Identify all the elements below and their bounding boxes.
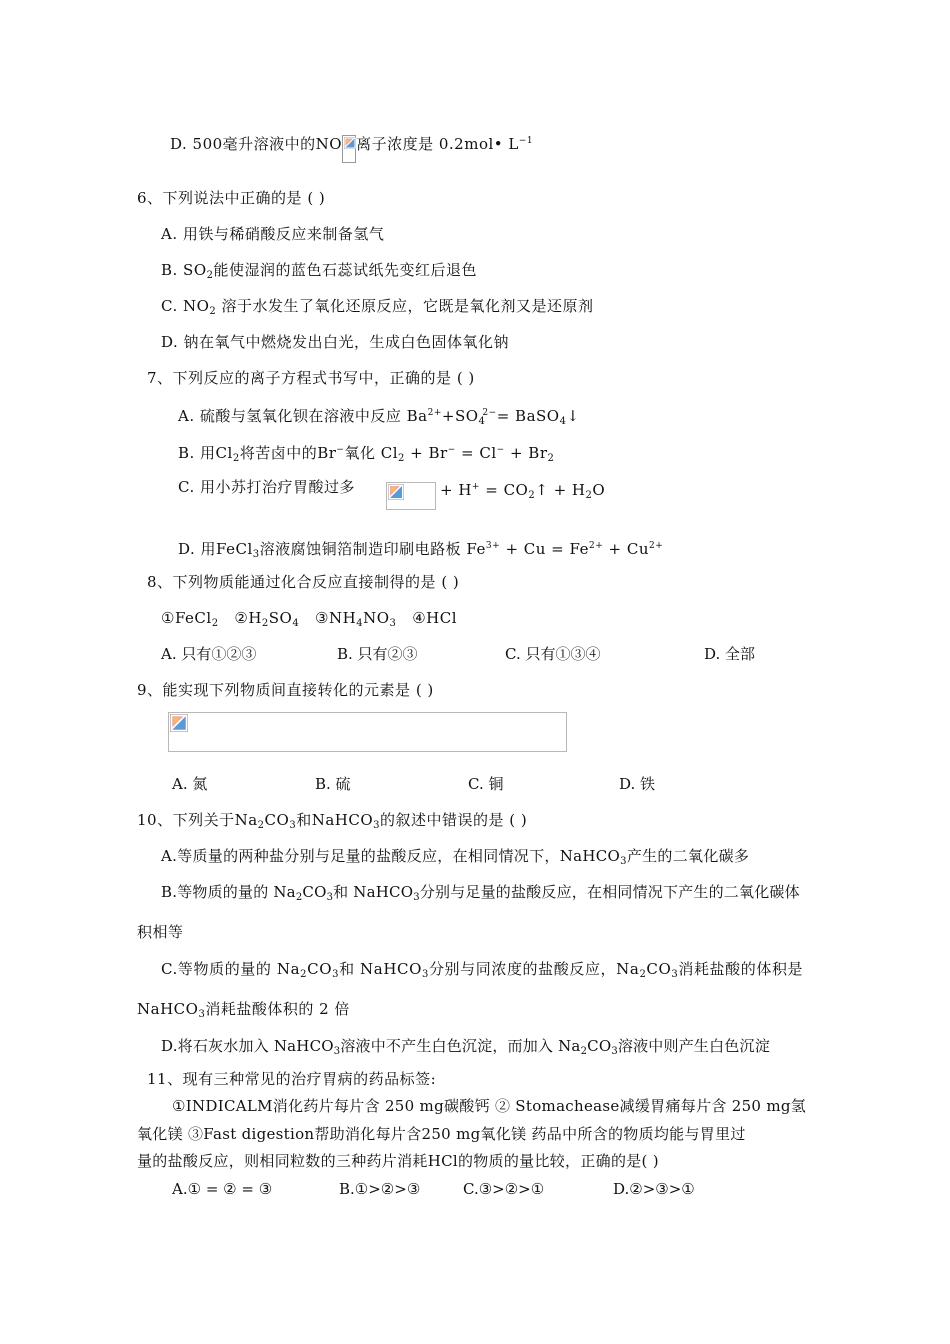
q5-option-d-text: D. 500毫升溶液中的NO (170, 135, 343, 153)
q9-options (172, 774, 692, 794)
q9-option-a: A. 氮 (172, 775, 208, 793)
q5-option-d-tail: 离子浓度是 0.2mol• L (356, 135, 519, 153)
broken-image-icon (342, 135, 356, 163)
q9-option-d: D. 铁 (619, 775, 656, 793)
q10-option-d: D.将石灰水加入 NaHCO$_3$溶液中不产生白色沉淀，而加入 $Na_2CO_3$溶液中则产生白色沉淀 (161, 1037, 770, 1057)
q7-option-a: A. 硫酸与氢氧化钡在溶液中反应 $Ba^{2+}+SO_4^{2-}=$ BaSO$_4$↓ (178, 407, 580, 427)
q8-stem: 8、下列物质能通过化合反应直接制得的是 ( ) (147, 573, 460, 591)
q7-stem: 7、下列反应的离子方程式书写中，正确的是 ( ) (147, 369, 475, 387)
q7-option-c-equation: + $H^+ = CO_2↑ + H_2O$ (440, 481, 606, 501)
q10-option-c-line1: C.等物质的量的 $Na_2CO_3$和 NaHCO$_3$分别与同浓度的盐酸反应，$Na_2CO_3$消耗盐酸的体积是 (161, 960, 804, 980)
q5-sup: −1 (518, 136, 534, 146)
q11-options (172, 1179, 732, 1199)
q10-stem: 10、下列关于$Na_2CO_3$和NaHCO$_3$的叙述中错误的是 ( ) (137, 811, 528, 831)
q8-options (161, 644, 811, 664)
q11-option-b: B.①>②>③ (339, 1180, 421, 1198)
q6-stem: 6、下列说法中正确的是 ( ) (137, 189, 326, 207)
q7-option-b: B. 用$Cl_2$将苦卤中的Br−氧化 $Cl_2 + Br^- = Cl^- + Br_2$ (178, 444, 555, 464)
q9-option-c: C. 铜 (468, 775, 504, 793)
q7-option-c: C. 用小苏打治疗胃酸过多 (178, 478, 355, 496)
q6-option-d: D. 钠在氧气中燃烧发出白光，生成白色固体氧化钠 (161, 333, 510, 351)
q11-option-a: A.① = ② = ③ (172, 1180, 273, 1198)
q6-option-a: A. 用铁与稀硝酸反应来制备氢气 (161, 225, 385, 243)
q10-option-b-line2: 积相等 (137, 923, 184, 941)
broken-image-icon (170, 714, 188, 732)
formula-image-placeholder (386, 482, 436, 510)
q11-line3: 量的盐酸反应，则相同粒数的三种药片消耗HCl的物质的量比较，正确的是( ) (137, 1152, 659, 1170)
q8-option-b: B. 只有②③ (337, 645, 418, 663)
q5-option-d (170, 131, 533, 163)
q8-option-a: A. 只有①②③ (161, 645, 257, 663)
q10-option-c-line2: NaHCO$_3$消耗盐酸体积的 2 倍 (137, 1000, 350, 1020)
q7-option-d: D. 用FeCl$_3$溶液腐蚀铜箔制造印刷电路板 $Fe^{3+} + Cu = Fe^{2+} + Cu^{2+}$ (178, 540, 664, 560)
q11-option-c: C.③>②>① (463, 1180, 545, 1198)
q11-line2: 氧化镁 ③Fast digestion帮助消化每片含250 mg氧化镁 药品中所含的物质均能与胃里过 (137, 1125, 746, 1143)
q6-option-b: B. $SO_2$能使湿润的蓝色石蕊试纸先变红后退色 (161, 261, 478, 281)
q11-option-d: D.②>③>① (613, 1180, 695, 1198)
q8-option-c: C. 只有①③④ (505, 645, 601, 663)
q6-option-c: C. $NO_2$ 溶于水发生了氧化还原反应，它既是氧化剂又是还原剂 (161, 297, 594, 317)
q9-stem: 9、能实现下列物质间直接转化的元素是 ( ) (137, 681, 434, 699)
q10-option-b-line1: B.等物质的量的 $Na_2CO_3$和 NaHCO$_3$分别与足量的盐酸反应，在相同情况下产生的二氧化碳体 (161, 883, 800, 903)
q8-option-d: D. 全部 (704, 645, 756, 663)
q10-option-a: A.等质量的两种盐分别与足量的盐酸反应，在相同情况下，NaHCO$_3$产生的二氧化碳多 (161, 847, 750, 867)
broken-image-icon (388, 484, 404, 500)
q11-stem: 11、现有三种常见的治疗胃病的药品标签: (147, 1070, 437, 1088)
conversion-diagram-placeholder (168, 712, 567, 752)
q8-items: ①FeCl$_2$ $②H_2SO_4$ $③NH_4NO_3$ ④HCl (161, 609, 458, 629)
q9-option-b: B. 硫 (315, 775, 351, 793)
q11-line1: ①INDICALM消化药片每片含 250 mg碳酸钙 ② Stomachease减缓胃痛每片含 250 mg氢 (172, 1097, 807, 1115)
